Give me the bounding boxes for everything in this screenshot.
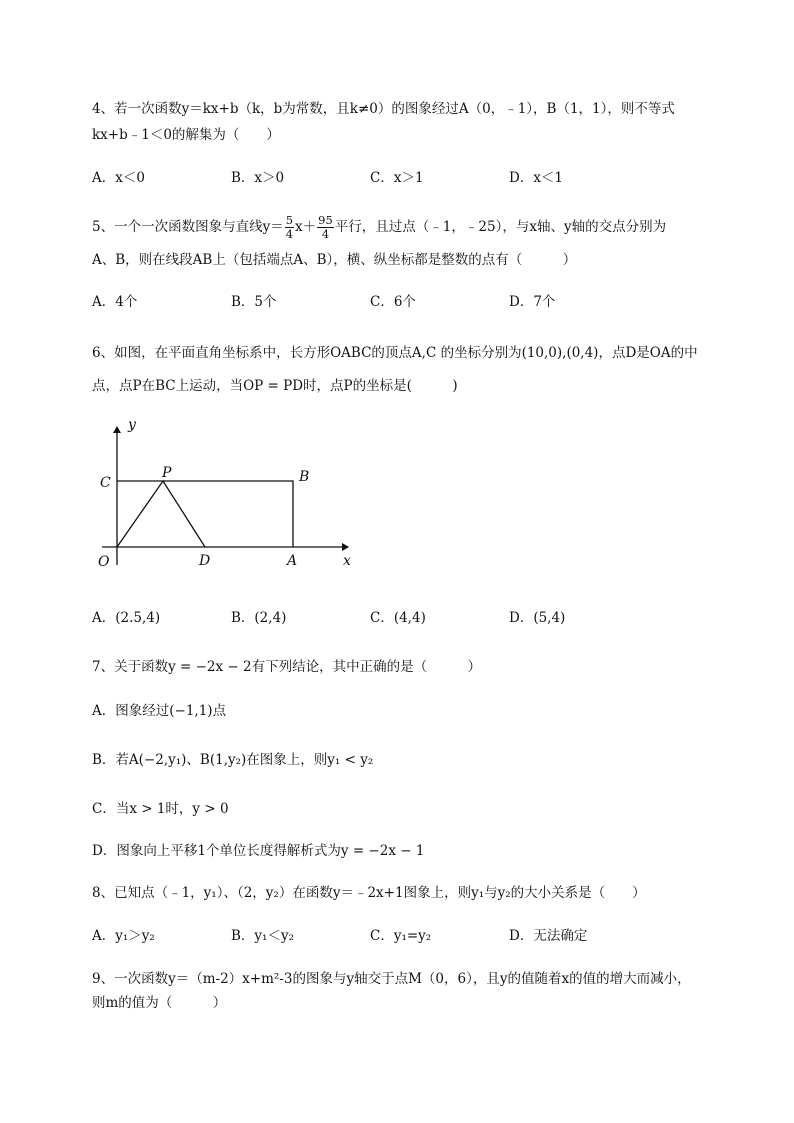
q5-fraction-2-num: 95 xyxy=(318,213,333,227)
q6-option-a: A．(2.5,4) xyxy=(92,610,161,626)
q5-text-part-c: 平行，且过点（﹣1，﹣25），与x轴、y轴的交点分别为 xyxy=(334,219,667,235)
rectangle-oabc xyxy=(117,481,293,547)
q6-text-line1: 6、如图，在平面直角坐标系中，长方形OABC的顶点A,C 的坐标分别为(10,0),(0,4)，点D是OA的中 xyxy=(92,345,698,361)
q4-option-b: B．x＞0 xyxy=(231,170,285,186)
label-y: y xyxy=(128,417,136,433)
q8-text-line1: 8、已知点（﹣1，y₁）、（2，y₂）在函数y＝﹣2x+1图象上，则y₁与y₂的大小关系是（ ） xyxy=(92,885,646,901)
label-b: B xyxy=(299,469,310,485)
q5-fraction-1 xyxy=(285,214,294,241)
label-a: A xyxy=(287,553,298,569)
q9-text-line2: 则m的值为（ ） xyxy=(92,995,227,1011)
q9-text-line1: 9、一次函数y＝（m-2）x+m²-3的图象与y轴交于点M（0，6），且y的值随着x的值的增大而减小， xyxy=(92,971,691,987)
q8-option-b: B．y₁＜y₂ xyxy=(231,928,294,944)
label-o: O xyxy=(98,554,110,570)
label-c: C xyxy=(100,475,111,491)
q8-option-d: D．无法确定 xyxy=(509,928,588,944)
q5-fraction-1-num: 5 xyxy=(285,213,294,227)
q5-text-line1 xyxy=(92,214,666,241)
q5-text-part-a: 5、一个一次函数图象与直线y＝ xyxy=(92,219,284,235)
q8-option-a: A．y₁＞y₂ xyxy=(92,928,155,944)
q7-option-d: D．图象向上平移1个单位长度得解析式为y = −2x − 1 xyxy=(92,843,425,859)
q4-option-d: D．x＜1 xyxy=(509,170,564,186)
q6-option-d: D．(5,4) xyxy=(509,610,566,626)
q5-text-part-b: x＋ xyxy=(295,219,317,235)
label-d: D xyxy=(199,553,211,569)
q4-option-c: C．x＞1 xyxy=(370,170,424,186)
q5-fraction-2-den: 4 xyxy=(321,227,330,241)
q5-option-a: A．4个 xyxy=(92,294,138,310)
label-p: P xyxy=(162,465,172,481)
q6-option-c: C．(4,4) xyxy=(370,610,426,626)
q7-option-c: C．当x > 1时，y > 0 xyxy=(92,801,229,817)
q5-fraction-1-den: 4 xyxy=(285,227,294,241)
q6-option-b: B．(2,4) xyxy=(231,610,287,626)
q6-text-line2: 点，点P在BC上运动，当OP = PD时，点P的坐标是( ) xyxy=(92,378,458,394)
label-x: x xyxy=(343,553,351,569)
q5-fraction-2 xyxy=(317,214,334,241)
q5-option-b: B．5个 xyxy=(231,294,277,310)
q4-text-line2: kx+b﹣1＜0的解集为（ ） xyxy=(92,127,280,143)
q5-option-d: D．7个 xyxy=(509,294,556,310)
q5-text-line2: A、B，则在线段AB上（包括端点A、B），横、纵坐标都是整数的点有（ ） xyxy=(92,252,577,268)
q7-option-b: B．若A(−2,y₁)、B(1,y₂)在图象上，则y₁ < y₂ xyxy=(92,752,374,768)
q5-option-c: C．6个 xyxy=(370,294,416,310)
q8-option-c: C．y₁=y₂ xyxy=(370,928,432,944)
q7-option-a: A．图象经过(−1,1)点 xyxy=(92,703,227,719)
q6-coordinate-figure xyxy=(92,415,362,575)
q4-option-a: A．x＜0 xyxy=(92,170,145,186)
triangle-opd xyxy=(117,481,205,547)
q7-text-line1: 7、关于函数y = −2x − 2有下列结论，其中正确的是（ ） xyxy=(92,659,482,675)
q4-text-line1: 4、若一次函数y＝kx+b（k，b为常数，且k≠0）的图象经过A（0，﹣1），B（1，1），则不等式 xyxy=(92,101,675,117)
